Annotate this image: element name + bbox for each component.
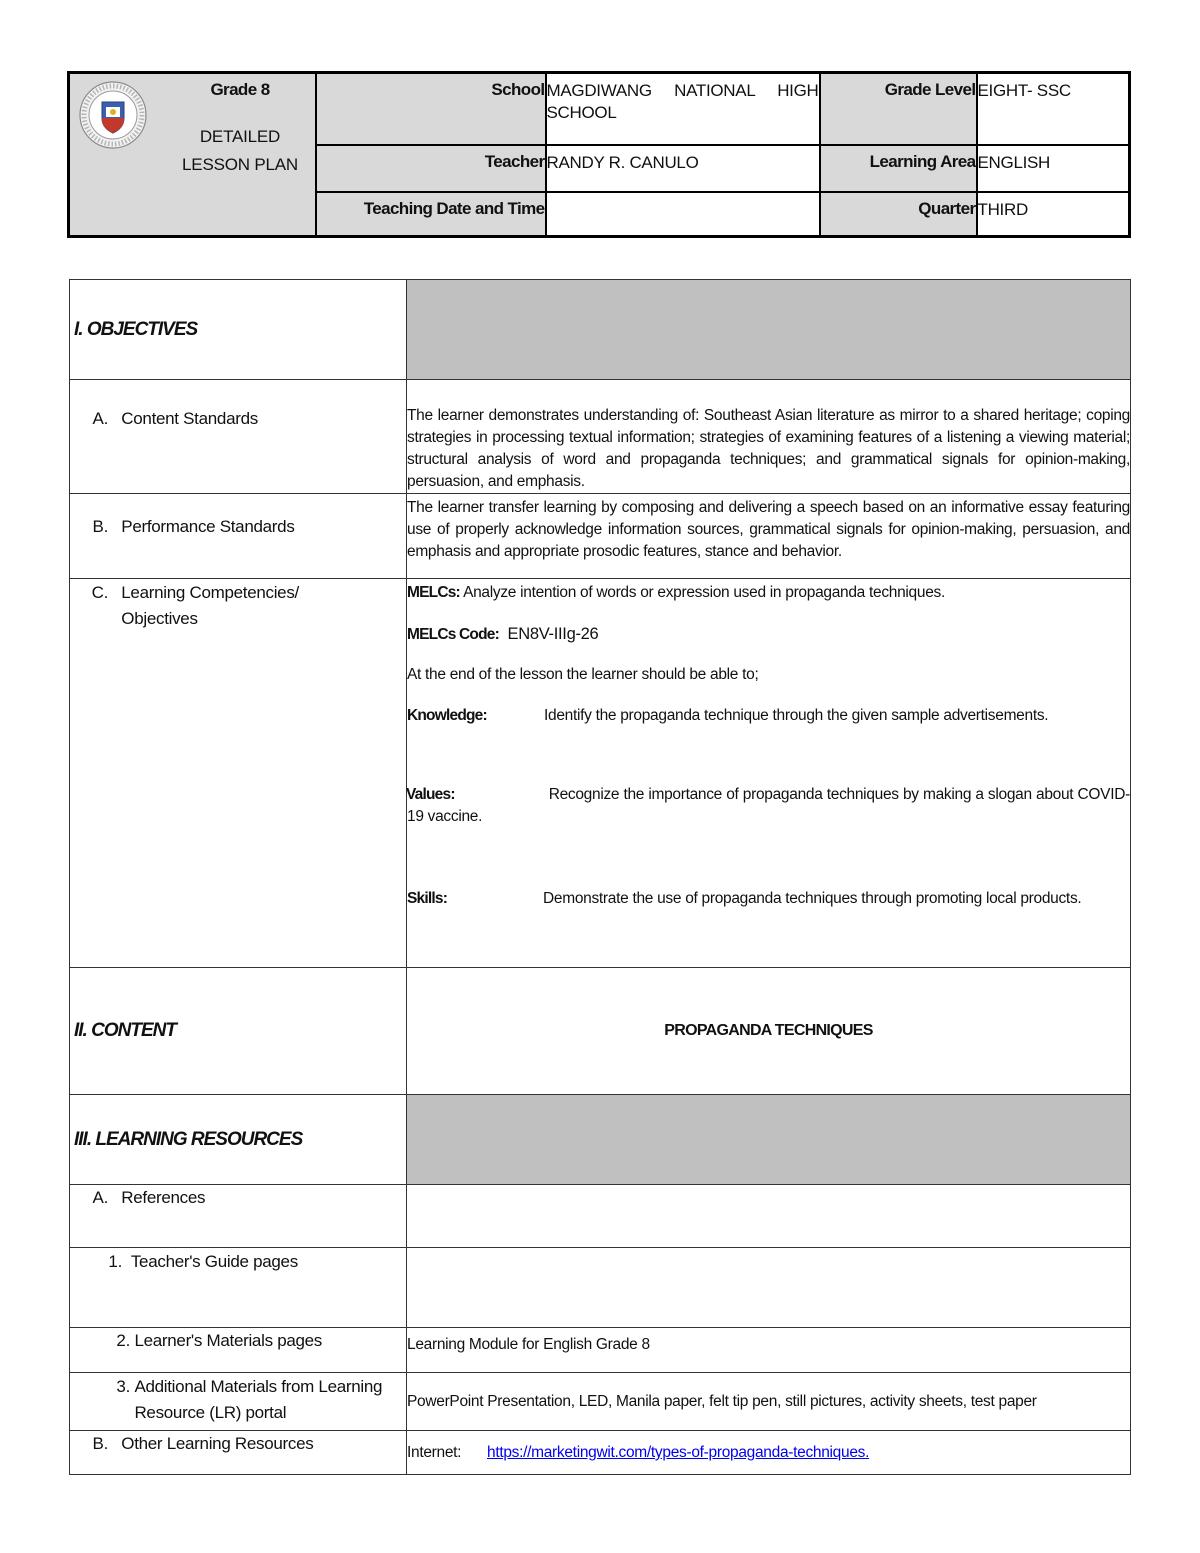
- grade-level-value: EIGHT- SSC: [977, 73, 1130, 145]
- knowledge-line: [407, 705, 1130, 784]
- teachers-guide-label-cell: [70, 1248, 407, 1328]
- teachers-guide-value: [407, 1248, 1131, 1328]
- competencies-label: Learning Competencies/ Objectives: [121, 583, 299, 628]
- header-plan-title: [170, 123, 310, 179]
- references-label-cell: [70, 1185, 407, 1248]
- teachers-guide-label: Teacher's Guide pages: [130, 1252, 298, 1271]
- melcs-code-value: EN8V-IIIg-26: [507, 625, 599, 643]
- objectives-shaded-cell: [407, 280, 1131, 380]
- resources-shaded-cell: [407, 1095, 1131, 1185]
- learners-materials-label-cell: [70, 1328, 407, 1373]
- performance-standards-row: [70, 494, 1131, 579]
- teaching-date-label: Teaching Date and Time: [316, 192, 546, 237]
- other-resources-cell: [407, 1431, 1131, 1475]
- learners-materials-value: Learning Module for English Grade 8: [407, 1328, 1131, 1373]
- additional-materials-marker: 3.: [116, 1377, 130, 1396]
- content-topic: PROPAGANDA TECHNIQUES: [407, 968, 1131, 1095]
- melcs-code-line: [407, 623, 1130, 664]
- skills-label: Skills:: [407, 890, 448, 907]
- header-title-line1: DETAILED: [199, 127, 281, 146]
- content-row: [70, 968, 1131, 1095]
- references-row: [70, 1185, 1131, 1248]
- competencies-row: [70, 579, 1131, 968]
- learners-materials-marker: 2.: [116, 1331, 130, 1350]
- teachers-guide-marker: 1.: [108, 1252, 122, 1271]
- teacher-label: Teacher: [316, 145, 546, 192]
- melcs-line: [407, 582, 1130, 623]
- resources-row: [70, 1095, 1131, 1185]
- lesson-plan-header: [67, 71, 1131, 238]
- quarter-value: THIRD: [977, 192, 1130, 237]
- references-marker: A.: [92, 1188, 108, 1207]
- other-resources-row: [70, 1431, 1131, 1475]
- grade-level-label: Grade Level: [820, 73, 977, 145]
- content-standards-text: The learner demonstrates understanding of: Southeast Asian literature as mirror to a shared heritage; coping strategies in processing textual information; strategies of examining features of a listening a viewing material; structural analysis of word and propaganda techniques; and grammatical signals for opinion-making, persuasion, and emphasis.: [407, 380, 1131, 494]
- melcs-text: Analyze intention of words or expression used in propaganda techniques.: [463, 584, 945, 601]
- header-brand-cell: [69, 73, 316, 237]
- learners-materials-row: [70, 1328, 1131, 1373]
- learning-area-label: Learning Area: [820, 145, 977, 192]
- additional-materials-row: [70, 1373, 1131, 1431]
- references-label: References: [121, 1188, 206, 1207]
- performance-standards-text: The learner transfer learning by composing and delivering a speech based on an informative essay featuring use of properly acknowledge information sources, grammatical signals for opinion-making, persuasion, and emphasis and appropriate prosodic features, stance and behavior.: [407, 494, 1131, 579]
- quarter-label: Quarter: [820, 192, 977, 237]
- performance-standards-label: Performance Standards: [121, 517, 295, 536]
- content-standards-marker: A.: [92, 409, 108, 428]
- header-grade-title: Grade 8: [210, 80, 270, 99]
- performance-standards-marker: B.: [92, 517, 108, 536]
- melcs-code-label: MELCs Code:: [407, 626, 499, 643]
- teacher-value: RANDY R. CANULO: [546, 145, 820, 192]
- competencies-cell: [407, 579, 1131, 968]
- values-text: Recognize the importance of propaganda techniques by making a slogan about COVID-19 vaccine.: [407, 786, 1130, 825]
- other-resources-label-cell: [70, 1431, 407, 1475]
- objectives-row: [70, 280, 1131, 380]
- additional-materials-label: Additional Materials from Learning Resource (LR) portal: [134, 1377, 383, 1422]
- skills-text: Demonstrate the use of propaganda techniques through promoting local products.: [543, 890, 1082, 907]
- knowledge-text: Identify the propaganda technique through the given sample advertisements.: [544, 707, 1049, 724]
- objectives-heading: I. OBJECTIVES: [70, 280, 407, 380]
- additional-materials-label-cell: [70, 1373, 407, 1431]
- other-resources-label: Other Learning Resources: [121, 1434, 314, 1453]
- content-standards-label: Content Standards: [121, 409, 258, 428]
- objectives-intro: At the end of the lesson the learner should be able to;: [407, 666, 759, 683]
- learners-materials-label: Learner's Materials pages: [134, 1331, 323, 1350]
- deped-seal-icon: [78, 80, 148, 150]
- teaching-date-value: [546, 192, 820, 237]
- performance-standards-label-cell: [70, 494, 407, 579]
- content-standards-label-cell: [70, 380, 407, 494]
- melcs-label: MELCs:: [407, 584, 460, 601]
- internet-label: Internet:: [407, 1444, 462, 1461]
- school-value: MAGDIWANG NATIONAL HIGH SCHOOL: [546, 73, 820, 145]
- other-resources-marker: B.: [92, 1434, 108, 1453]
- content-standards-row: [70, 380, 1131, 494]
- skills-line: [407, 888, 1130, 910]
- content-heading: II. CONTENT: [70, 968, 407, 1095]
- learning-area-value: ENGLISH: [977, 145, 1130, 192]
- values-label: Values:: [406, 786, 455, 803]
- teachers-guide-row: [70, 1248, 1131, 1328]
- school-label: School: [316, 73, 546, 145]
- competencies-label-cell: [70, 579, 407, 968]
- lesson-plan-body: [69, 279, 1131, 1475]
- references-value: [407, 1185, 1131, 1248]
- knowledge-label: Knowledge:: [407, 707, 487, 724]
- resources-heading: III. LEARNING RESOURCES: [70, 1095, 407, 1185]
- propaganda-techniques-link[interactable]: https://marketingwit.com/types-of-propaganda-techniques.: [487, 1444, 870, 1461]
- header-title-line2: LESSON PLAN: [182, 155, 298, 174]
- competencies-marker: C.: [91, 583, 108, 602]
- additional-materials-value: PowerPoint Presentation, LED, Manila paper, felt tip pen, still pictures, activity sheets, test paper: [407, 1373, 1131, 1431]
- values-line: [407, 784, 1130, 888]
